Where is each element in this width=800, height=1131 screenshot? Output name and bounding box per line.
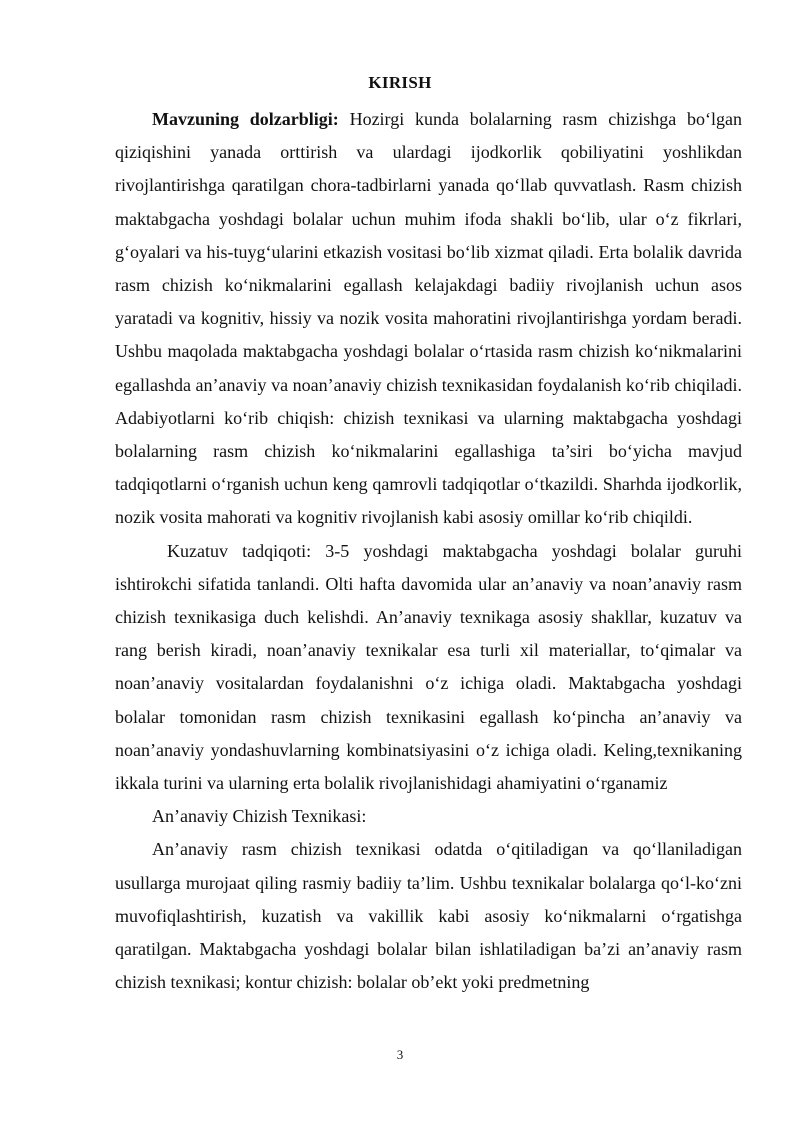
relevance-lead: Mavzuning dolzarbligi: (152, 109, 339, 129)
document-body (115, 103, 742, 999)
intro-paragraph-text: Hozirgi kunda bolalarning rasm chizishga bo‘lgan qiziqishini yanada orttirish va ulardagi ijodkorlik qobiliyatini yoshlikdan rivojlantirishga qaratilgan chora-tadbirlarni yanada qo‘llab quvvatlash. Rasm chizish maktabgacha yoshdagi bolalar uchun muhim ifoda shakli bo‘lib, ular o‘z fikrlari, g‘oyalari va his-tuyg‘ularini etkazish vositasi bo‘lib xizmat qiladi. Erta bolalik davrida rasm chizish ko‘nikmalarini egallash kelajakdagi badiiy rivojlanish uchun asos yaratadi va kognitiv, hissiy va nozik vosita mahoratini rivojlantirishga yordam beradi. Ushbu maqolada maktabgacha yoshdagi bolalar o‘rtasida rasm chizish ko‘nikmalarini egallashda an’anaviy va noan’anaviy chizish texnikasidan foydalanish ko‘rib chiqiladi. Adabiyotlarni ko‘rib chiqish: chizish texnikasi va ularning maktabgacha yoshdagi bolalarning rasm chizish ko‘nikmalarini egallashiga ta’siri bo‘yicha mavjud tadqiqotlarni o‘rganish uchun keng qamrovli tadqiqotlar o‘tkazildi. Sharhda ijodkorlik, nozik vosita mahorati va kognitiv rivojlanish kabi asosiy omillar ko‘rib chiqildi. (115, 109, 743, 528)
page-number: 3 (396, 1047, 404, 1062)
observation-paragraph: Kuzatuv tadqiqoti: 3-5 yoshdagi maktabgacha yoshdagi bolalar guruhi ishtirokchi sifatida tanlandi. Olti hafta davomida ular an’anaviy va noan’anaviy rasm chizish texnikasiga duch kelishdi. An’anaviy texnikaga asosiy shakllar, kuzatuv va rang berish kiradi, noan’anaviy texnikalar esa turli xil materiallar, to‘qimalar va noan’anaviy vositalardan foydalanishni o‘z ichiga oladi. Maktabgacha yoshdagi bolalar tomonidan rasm chizish texnikasini egallash ko‘pincha an’anaviy va noan’anaviy yondashuvlarning kombinatsiyasini o‘z ichiga oladi. Keling,texnikaning ikkala turini va ularning erta bolalik rivojlanishidagi ahamiyatini o‘rganamiz (115, 540, 742, 794)
traditional-paragraph: An’anaviy rasm chizish texnikasi odatda o‘qitiladigan va qo‘llaniladigan usullarga murojaat qiling rasmiy badiiy ta’lim. Ushbu texnikalar bolalarga qo‘l-ko‘zni muvofiqlashtirish, kuzatish va vakillik kabi asosiy ko‘nikmalarni o‘rgatishga qaratilgan. Maktabgacha yoshdagi bolalar bilan ishlatiladigan ba’zi an’anaviy rasm chizish texnikasi; kontur chizish: bolalar ob’ekt yoki predmetning (115, 839, 742, 993)
subheading-traditional: An’anaviy Chizish Texnikasi: (152, 806, 367, 827)
section-title: KIRISH (368, 73, 432, 92)
intro-paragraph (115, 103, 742, 535)
